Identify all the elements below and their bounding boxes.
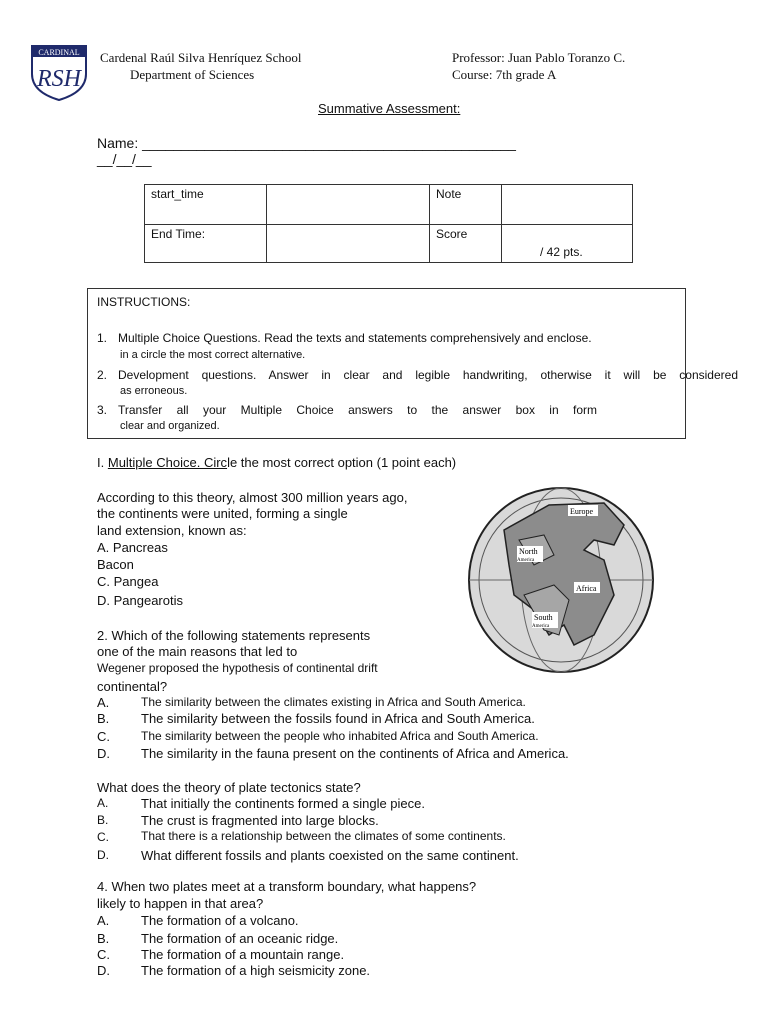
globe-label-north: North [519,547,538,556]
q4-letter-a: A. [97,913,110,928]
instruction-cont-1: in a circle the most correct alternative. [120,349,306,361]
q1-option-a[interactable]: A. Pancreas [97,540,168,555]
name-field-line: Name: ________________________________________________ [97,135,516,151]
instructions-heading: INSTRUCTIONS: [97,295,191,309]
q2-option-c[interactable]: The similarity between the people who inhabited Africa and South America. [141,729,539,743]
end-time-label: End Time: [145,225,267,263]
q3-option-a[interactable]: That initially the continents formed a single piece. [141,796,425,811]
score-label: Score [430,225,502,263]
page-title: Summative Assessment: [318,101,461,116]
q3-letter-b: B. [97,813,109,827]
school-name: Cardenal Raúl Silva Henríquez School [100,50,302,65]
globe-label-africa: Africa [576,584,597,593]
instruction-num-2: 2. [97,368,108,382]
q4-letter-c: C. [97,947,110,962]
q2-letter-c: C. [97,729,110,744]
start-time-label: start_time [145,185,267,225]
q2-line-3: Wegener proposed the hypothesis of continental drift [97,661,378,675]
score-points: / 42 pts. [502,225,633,263]
q2-option-b[interactable]: The similarity between the fossils found in Africa and South America. [141,711,535,726]
start-time-cell [267,185,430,225]
q2-line-1: 2. Which of the following statements represents [97,628,371,643]
school-logo [28,40,90,102]
q3-letter-a: A. [97,796,109,810]
date-field-line: __/__/__ [97,151,152,167]
instruction-line-2: Development questions. Answer in clear and legible handwriting, otherwise it will be considered [118,368,738,382]
q4-option-a[interactable]: The formation of a volcano. [141,913,299,928]
q2-option-d[interactable]: The similarity in the fauna present on the continents of Africa and America. [141,746,569,761]
q1-option-c[interactable]: C. Pangea [97,574,159,589]
instruction-num-1: 1. [97,331,108,345]
globe-label-south: South [534,613,553,622]
section-heading: I. Multiple Choice. Circle the most correct option (1 point each) [97,455,457,470]
q3-option-c[interactable]: That there is a relationship between the climates of some continents. [141,829,506,843]
q4-option-b[interactable]: The formation of an oceanic ridge. [141,931,339,946]
q3-letter-d: D. [97,848,109,862]
q4-line-1: 4. When two plates meet at a transform boundary, what happens? [97,879,477,894]
q4-option-c[interactable]: The formation of a mountain range. [141,947,345,962]
q4-line-2: likely to happen in that area? [97,896,264,911]
instruction-cont-2: as erroneous. [120,385,188,397]
q2-letter-a: A. [97,695,110,710]
q2-option-a[interactable]: The similarity between the climates existing in Africa and South America. [141,695,526,709]
q1-line-1: According to this theory, almost 300 million years ago, [97,490,408,505]
q3-option-d[interactable]: What different fossils and plants coexisted on the same continent. [141,848,519,863]
logo-text: CARDINAL [38,48,80,57]
q3-option-b[interactable]: The crust is fragmented into large blocks. [141,813,379,828]
q1-option-b[interactable]: Bacon [97,557,134,572]
logo-letters: RSH [37,66,81,92]
q4-letter-b: B. [97,931,110,946]
course-name: Course: 7th grade A [452,67,557,82]
q3-letter-c: C. [97,830,109,844]
globe-label-north-sub: America [517,558,535,563]
instruction-line-1: Multiple Choice Questions. Read the texts and statements comprehensively and enclose. [118,331,592,345]
q1-option-d[interactable]: D. Pangearotis [97,593,183,608]
end-time-cell [267,225,430,263]
note-label: Note [430,185,502,225]
q1-line-2: the continents were united, forming a single [97,506,348,521]
q3-stem: What does the theory of plate tectonics state? [97,780,361,795]
q4-letter-d: D. [97,963,110,978]
q2-letter-b: B. [97,711,110,726]
score-table [144,184,633,263]
instruction-num-3: 3. [97,403,108,417]
q4-option-d[interactable]: The formation of a high seismicity zone. [141,963,371,978]
department-name: Department of Sciences [130,67,255,82]
q1-line-3: land extension, known as: [97,523,247,538]
globe-label-europe: Europe [570,507,594,516]
note-cell [502,185,633,225]
professor-name: Professor: Juan Pablo Toranzo C. [452,50,626,65]
instruction-cont-3: clear and organized. [120,420,220,432]
q2-line-4: continental? [97,679,168,694]
instruction-line-3: Transfer all your Multiple Choice answers to the answer box in form [118,403,597,417]
globe-label-south-sub: America [532,624,550,629]
pangea-globe-image [464,485,658,675]
q2-line-2: one of the main reasons that led to [97,644,298,659]
q2-letter-d: D. [97,746,110,761]
